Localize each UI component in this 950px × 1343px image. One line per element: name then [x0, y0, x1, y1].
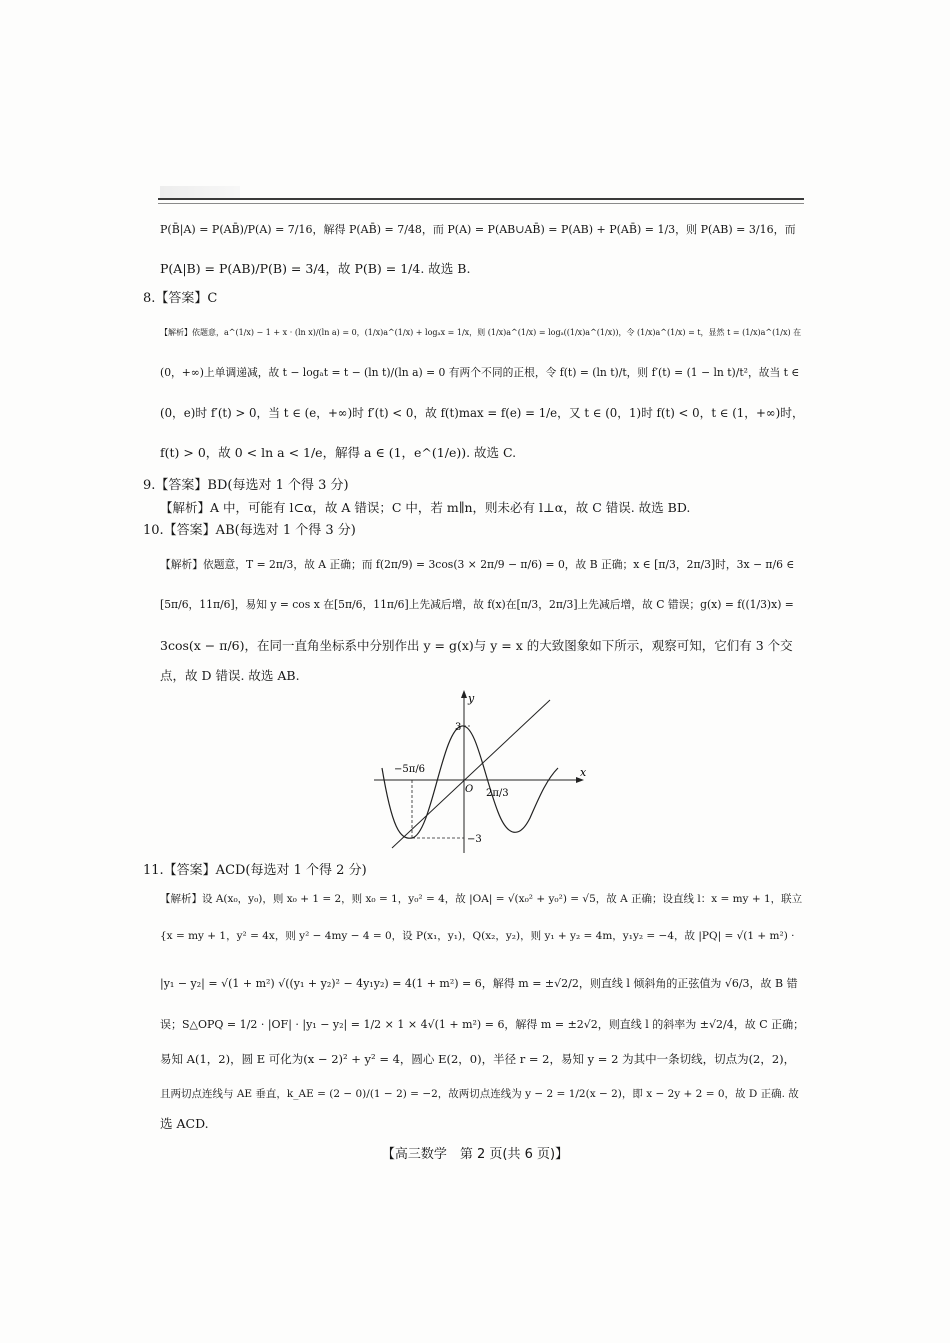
page-footer: 【高三数学 第 2 页(共 6 页)】: [381, 1147, 569, 1162]
text-line: 误；S△OPQ = 1/2 · |OF| · |y₁ − y₂| = 1/2 × 1 × 4√(1 + m²) = 6，解得 m = ±2√2，则直线 l 的斜率为 ±√2/4，故 C 正确；: [160, 1018, 805, 1031]
cosine-curve: [382, 726, 558, 838]
text-line: 选 ACD.: [160, 1116, 209, 1131]
answer-9: 9.【答案】BD(每选对 1 个得 3 分): [143, 478, 349, 493]
y-axis-arrow: [461, 690, 467, 698]
text-line: 易知 A(1，2)，圆 E 可化为(x − 2)² + y² = 4，圆心 E(2，0)，半径 r = 2，易知 y = 2 为其中一条切线，切点为(2，2)，: [160, 1052, 796, 1066]
text-line: 【解析】依题意，a^(1/x) − 1 + x · (ln x)/(ln a) = 0，(1/x)a^(1/x) + logₐx = 1/x，则 (1/x)a^(1/x) = logₐ((1/x)a^(1/x))，令 (1/x)a^(1/x) = t，显然 t = (1/x)a^(1/x) 在: [160, 328, 802, 337]
y-label: y: [468, 692, 475, 705]
y-max-label: 3: [455, 722, 462, 733]
text-line: P(A|B) = P(AB)/P(B) = 3/4，故 P(B) = 1/4. 故选 B.: [160, 261, 471, 276]
text-line: 3cos(x − π/6)，在同一直角坐标系中分别作出 y = g(x)与 y = x 的大致图象如下所示，观察可知，它们有 3 个交: [160, 638, 793, 653]
right-tick-label: 2π/3: [486, 788, 509, 799]
answer-8: 8.【答案】C: [143, 291, 218, 306]
text-line: (0，+∞)上单调递减，故 t − logₐt = t − (ln t)/(ln a) = 0 有两个不同的正根，令 f(t) = (ln t)/t，则 f′(t) = (1 − ln t)/t²，故当 t ∈: [160, 366, 800, 379]
text-line: 【解析】A 中，可能有 l⊂α，故 A 错误；C 中，若 m∥n，则未必有 l⊥α，故 C 错误. 故选 BD.: [160, 500, 691, 515]
text-line: {x = my + 1，y² = 4x，则 y² − 4my − 4 = 0，设 P(x₁，y₁)，Q(x₂，y₂)，则 y₁ + y₂ = 4m，y₁y₂ = −4，故 |PQ| = √(1 + m²) ·: [160, 930, 795, 942]
text-line: 点，故 D 错误. 故选 AB.: [160, 668, 300, 683]
x-label: x: [580, 766, 587, 779]
header-rule-thin: [158, 203, 804, 204]
header-rule: [158, 198, 804, 200]
text-line: 【解析】设 A(x₀，y₀)，则 x₀ + 1 = 2，则 x₀ = 1，y₀² = 4，故 |OA| = √(x₀² + y₀²) = √5，故 A 正确；设直线 l：x = my + 1，联立: [160, 893, 803, 905]
text-line: 【解析】依题意，T = 2π/3，故 A 正确；而 f(2π/9) = 3cos(3 × 2π/9 − π/6) = 0，故 B 正确；x ∈ [π/3，2π/3]时，3x − π/6 ∈: [160, 558, 795, 571]
text-line: (0，e)时 f′(t) > 0，当 t ∈ (e，+∞)时 f′(t) < 0，故 f(t)max = f(e) = 1/e，又 t ∈ (0，1)时 f(t) < 0，t ∈ (1，+∞)时，: [160, 406, 804, 420]
answer-10: 10.【答案】AB(每选对 1 个得 3 分): [143, 523, 356, 538]
text-line: P(B̄|A) = P(AB̄)/P(A) = 7/16，解得 P(AB̄) = 7/48，而 P(A) = P(AB∪AB̄) = P(AB) + P(AB̄) = 1/3，则 P(AB) = 3/16，而: [160, 223, 796, 236]
function-graph: [372, 688, 592, 858]
origin-label: O: [465, 784, 474, 795]
text-line: f(t) > 0，故 0 < ln a < 1/e，解得 a ∈ (1，e^(1/e)). 故选 C.: [160, 445, 517, 460]
left-tick-label: −5π/6: [394, 764, 426, 775]
answer-11: 11.【答案】ACD(每选对 1 个得 2 分): [143, 863, 367, 878]
text-line: 且两切点连线与 AE 垂直，k_AE = (2 − 0)/(1 − 2) = −2，故两切点连线为 y − 2 = 1/2(x − 2)，即 x − 2y + 2 = 0，故 D 正确. 故: [160, 1088, 799, 1100]
text-line: |y₁ − y₂| = √(1 + m²) √((y₁ + y₂)² − 4y₁y₂) = 4(1 + m²) = 6，解得 m = ±√2/2，则直线 l 倾斜角的正弦值为 √6/3，故 B 错: [160, 977, 798, 990]
y-min-label: −3: [467, 834, 482, 845]
text-line: [5π/6，11π/6]，易知 y = cos x 在[5π/6，11π/6]上先减后增，故 f(x)在[π/3，2π/3]上先减后增，故 C 错误；g(x) = f((1/3)x) =: [160, 598, 794, 611]
